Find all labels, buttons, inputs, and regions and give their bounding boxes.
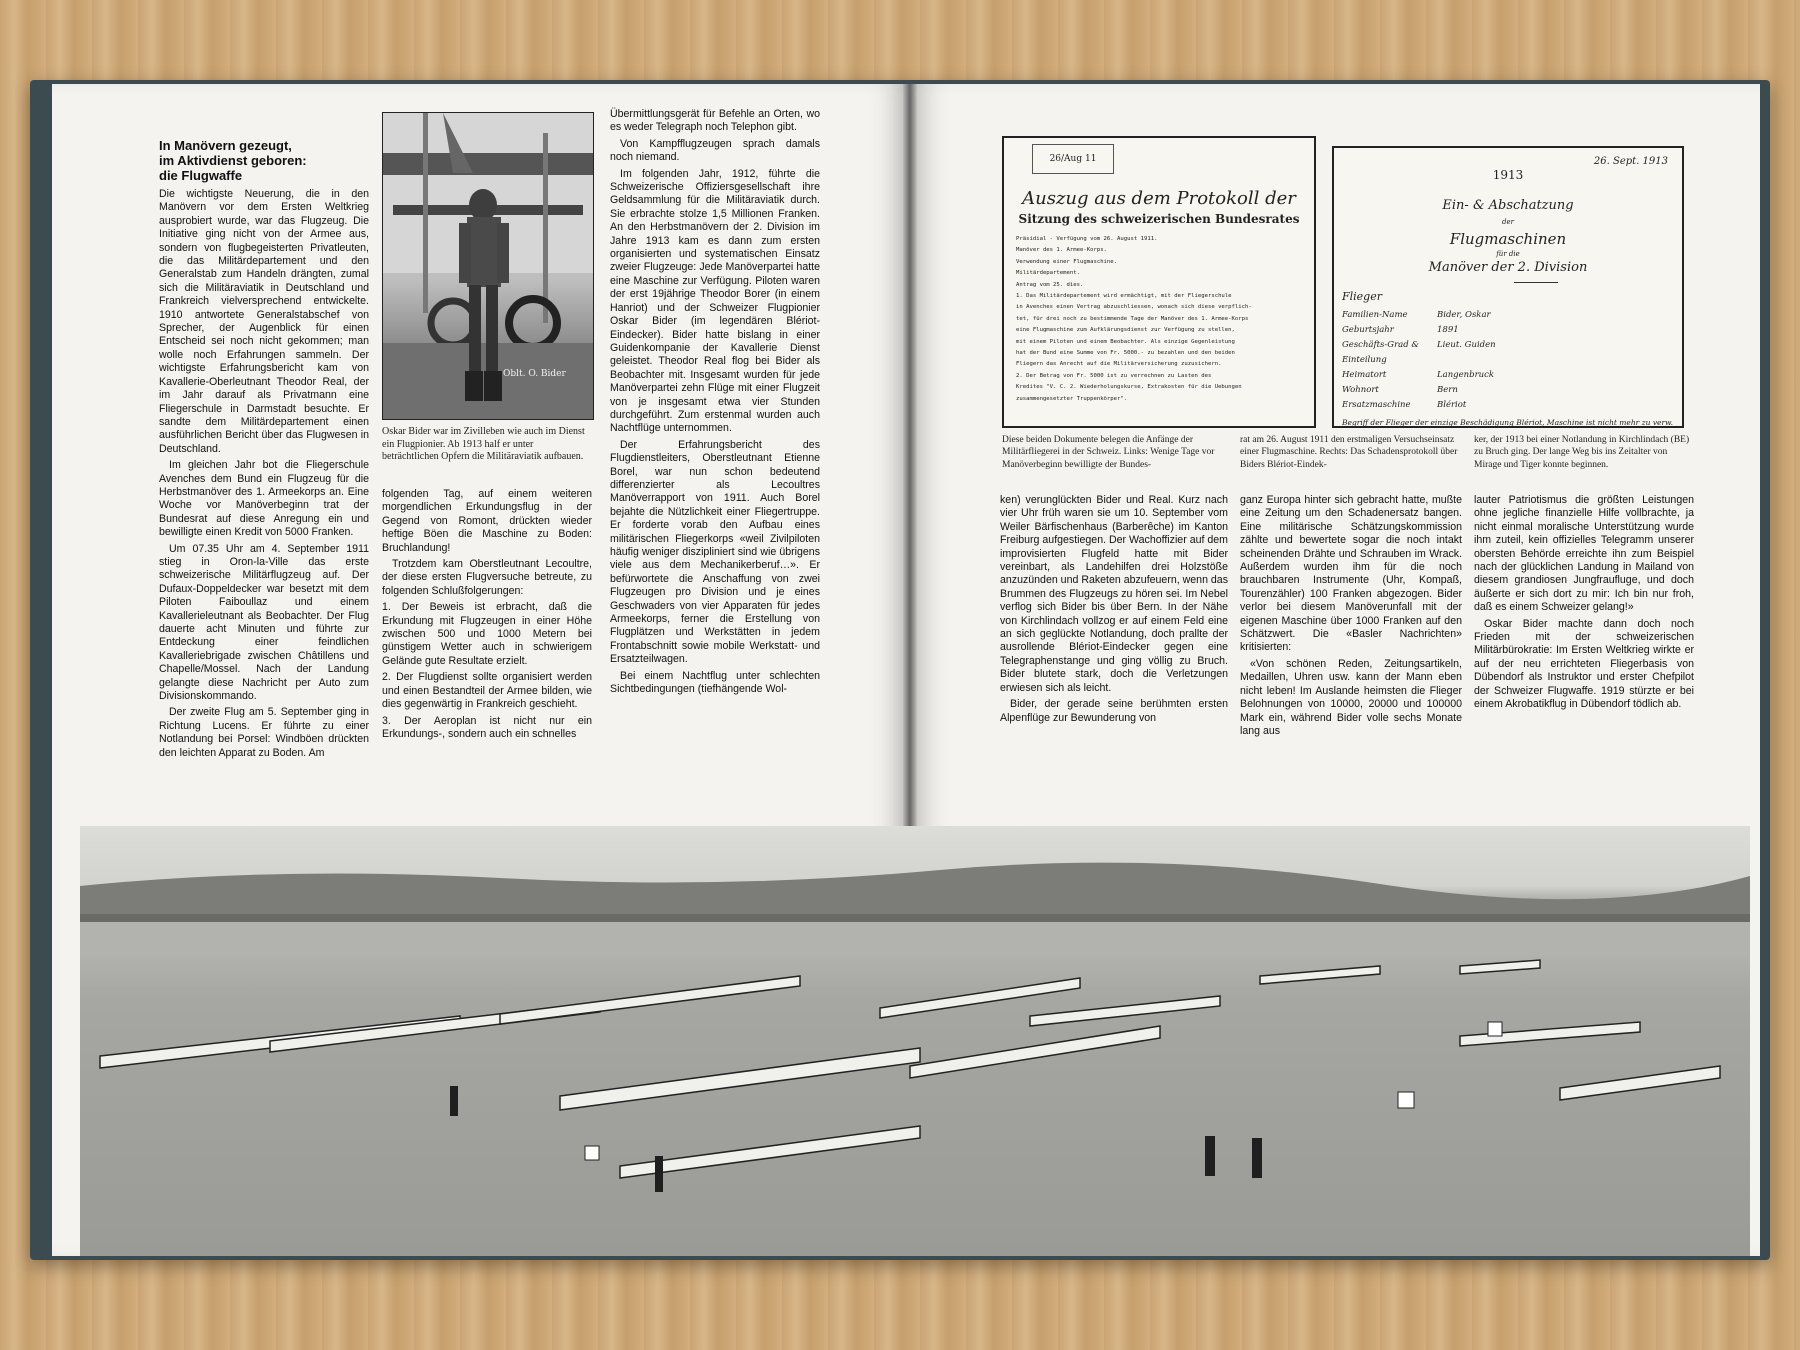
- protokoll-line: mit einem Piloten und einem Beobachter. Als einzige Gegenleistung: [1016, 338, 1235, 345]
- paragraph: Der zweite Flug am 5. September ging in Richtung Lucens. Er führte zu einer Notlandung bei Porsel: Windböen drückten den leichten Apparat zu Boden. Am: [159, 706, 369, 759]
- abschatzung-row: Geburtsjahr 1891: [1342, 325, 1459, 335]
- paragraph: Der Erfahrungsbericht des Flugdienstleiters, Oberstleutnant Etienne Borel, war nun schon bedeutend differenzierter als Lecoultres Manöverrapport von 1911. Auch Borel bejahte die Nützlichkeit einer Fliegertruppe. Er forderte vorab den Aufbau eines militärischen Fliegerkorps «weil Zivilpiloten häufig weniger diszipliniert sind wie übrigens viele aus dem Mechanikerberuf…». Er befürwortete die Anschaffung von zwei Flugzeugen pro Division und je eines Geschwaders von vier Apparaten für jedes Armeekorps, ferner die Erstellung von Flugplätzen und Werkstätten in jedem Frontabschnitt sowie mobile Werkstatt- und Ersatzteilwagen.: [610, 438, 820, 666]
- right-column-2: [1240, 494, 1462, 741]
- protokoll-line: Manöver des 1. Armee-Korps.: [1016, 247, 1107, 254]
- paragraph: Bei einem Nachtflug unter schlechten Sichtbedingungen (tiefhängende Wol-: [610, 669, 820, 696]
- headline-line-3: die Flugwaffe: [159, 168, 243, 183]
- photo-oskar-bider: [382, 112, 594, 420]
- abschatzung-row: Heimatort Langenbruck: [1342, 370, 1495, 380]
- paragraph: ganz Europa hinter sich gebracht hatte, mußte eine Zeitung um den Schadenersatz bangen. Eine militärische Schätzungskommission zählte und bewertete sogar die noch intakt scheinenden Drähte und Schrauben im Wrack. Außerdem wurden ihm für die noch brauchbaren Instrumente (Uhr, Kompaß, Tourenzähler) 100 Franken abgezogen. Bider verlor bei diesem Manöverunfall mit der eigenen Maschine über 1000 Franken auf den Schätzwert. Die «Basler Nachrichten» kritisierten:: [1240, 494, 1462, 654]
- photo-caption: Oskar Bider war im Zivilleben wie auch im Dienst ein Flugpionier. Ab 1913 half er unter beträchtlichen Opfern die Militäraviatik aufbauen.: [382, 426, 585, 462]
- paragraph: ken) verunglückten Bider und Real. Kurz nach vier Uhr früh waren sie um 10. September vom Weiler Bärfischenhaus (Barberêche) im Kanton Freiburg aufgestiegen. Der Wachoffizier auf dem improvisierten Flugfeld hatte mit Bider vereinbart, als Landehilfen drei Holzstöße anzuzünden und Raketen abzufeuern, wenn das Brummen des Flugzeugs zu hören sei. Im Nebel verflog sich Bider bis über Bern. In der Nähe von Kirchlindach vollzog er auf einem Feld eine an sich geglückte Notlandung, doch prallte der ausrollende Blériot-Eindecker gegen eine Telegraphenstange und ging völlig zu Bruch. Bider blutete stark, doch die Verletzungen erwiesen sich als leicht.: [1000, 494, 1228, 694]
- paragraph: Bider, der gerade seine berühmten ersten Alpenflüge zur Bewunderung von: [1000, 698, 1228, 724]
- list-item: 2. Der Flugdienst sollte organisiert werden und einen Bestandteil der Armee bilden, wie dies gegenwärtig in Frankreich geschieht.: [382, 671, 592, 711]
- documents-caption-1: Diese beiden Dokumente belegen die Anfänge der Militärfliegerei in der Schweiz. Links: Wenige Tage vor Manöverbeginn bewilligte der Bundes-: [1002, 435, 1215, 470]
- protokoll-body: [1016, 234, 1302, 405]
- abschatzung-rows: [1342, 308, 1674, 428]
- left-column-2: [382, 488, 592, 744]
- paragraph: Im folgenden Jahr, 1912, führte die Schweizerische Offiziersgesellschaft ihre Geldsammlung für die Militäraviatik durch. Sie erbrachte stolze 1,5 Millionen Franken. An den Herbstmanövern der 2. Division im Jahre 1913 kam es dann zum ersten organisierten und systematischen Einsatz zweier Flugzeuge: Jede Manöverpartei hatte eine Maschine zur Verfügung. Piloten waren der erst 19jährige Theodor Borer (in einem Hanriot) und der Schweizer Flugpionier Oskar Bider (im legendären Blériot-Eindecker). Bider hatte bislang in einer Guidenkompanie der Kavallerie Dienst geleistet. Theodor Real flog bei Bider als Beobachter mit. Insgesamt wurden für jede Manöverpartei zehn Flüge mit einer Flugzeit von je insgesamt etwa vier Stunden durchgeführt. Zum erstenmal wurden auch Nachtflüge unternommen.: [610, 167, 820, 435]
- date-note: 26. Sept. 1913: [1593, 156, 1668, 167]
- protokoll-line: Militärdepartement.: [1016, 270, 1080, 277]
- protokoll-line: hat der Bund eine Summe von Fr. 5000.- zu bezahlen und den beiden: [1016, 350, 1235, 357]
- paragraph: folgenden Tag, auf einem weiteren morgendlichen Erkundungsflug in der Gegend von Romont, drückten wieder heftige Böen die Maschine zu Boden: Bruchlandung!: [382, 488, 592, 554]
- doc-title-4: für die: [1496, 250, 1520, 258]
- paragraph: Von Kampfflugzeugen sprach damals noch niemand.: [610, 137, 820, 164]
- abschatzung-row: Familien-Name Bider, Oskar: [1342, 310, 1491, 320]
- documents-caption-3: ker, der 1913 bei einer Notlandung in Kirchlindach (BE) zu Bruch ging. Der lange Weg bis ins Zeitalter von Mirage und Tiger konnte beginnen.: [1474, 435, 1690, 470]
- article-headline: [159, 138, 369, 183]
- doc-title-3: Flugmaschinen: [1449, 230, 1567, 248]
- documents-caption-2: rat am 26. August 1911 den erstmaligen Versuchseinsatz einer Flugmaschine. Rechts: Das Schadensprotokoll über Biders Blériot-Eindek-: [1240, 435, 1458, 470]
- doc-year: 1913: [1492, 168, 1524, 182]
- right-column-1: [1000, 494, 1228, 728]
- paragraph: Um 07.35 Uhr am 4. September 1911 stieg in Oron-la-Ville das erste schweizerische Militärflugzeug auf. Der Dufaux-Doppeldecker war besetzt mit dem Piloten Faiboullaz und einem Kavallerieleutnant als Beobachter. Der Flug dauerte acht Minuten und führte zur Entdeckung einer feindlichen Kavalleriebrigade zwischen Châtillens und Chapelle/Mossel. Nach der Landung gelangte diese Nachricht per Auto zum Divisionskommando.: [159, 542, 369, 703]
- airfield-panorama-photo: [80, 826, 1750, 1256]
- document-protokoll: [1002, 136, 1316, 428]
- paragraph: Trotzdem kam Oberstleutnant Lecoultre, der diese ersten Flugversuche betreute, zu folgenden Schlußfolgerungen:: [382, 558, 592, 597]
- paragraph: Oskar Bider machte dann doch noch Frieden mit der schweizerischen Militärbürokratie: Im Ersten Weltkrieg wirkte er auf der neu errichteten Fliegerbasis von Dübendorf als Instruktor und erster Chefpilot der Schweizer Flugwaffe. 1919 stürzte er bei einem Akrobatikflug in Dübendorf tödlich ab.: [1474, 617, 1694, 711]
- headline-line-2: im Aktivdienst geboren:: [159, 153, 307, 168]
- protokoll-line: Verwendung einer Flugmaschine.: [1016, 258, 1118, 265]
- protokoll-subtitle: Sitzung des schweizerischen Bundesrates: [1018, 212, 1300, 226]
- protokoll-line: tet, für drei noch zu bestimmende Tage der Manöver des 1. Armee-Korps: [1016, 315, 1249, 322]
- paragraph: Die wichtigste Neuerung, die in den Manövern vor dem Ersten Weltkrieg ausprobiert wurde, war das Flugzeug. Die Initiative ging nicht von der Armee aus, sondern von flugbegeisterten Privatleuten, die das Militärdepartement und den Generalstab zum Handeln drängten, zumal sich die Militäraviatik in Deutschland und Frankreich vielversprechend entwickelte. 1910 antwortete Generalstabschef von Sprecher, der Augenblick für einen Entscheid sei noch nicht gekommen; man wolle noch Erfahrungen sammeln. Der wichtigste Erfahrungsbericht kam von Kavallerie-Oberleutnant Theodor Real, der im Jahr darauf als Privatmann eine Fliegerschule in Darmstadt besuchte. Er sandte dem Militärdepartement einen ausführlichen Bericht über das Flugwesen in Deutschland.: [159, 188, 369, 455]
- protokoll-line: in Avenches einen Vertrag abzuschliessen, wonach sich diese verpflich-: [1016, 304, 1252, 311]
- abschatzung-row: Wohnort Bern: [1342, 385, 1458, 395]
- protokoll-line: Fliegern das Anrecht auf die Militärversicherung zuzusichern.: [1016, 361, 1222, 368]
- divider: [1514, 282, 1558, 283]
- paragraph: «Von schönen Reden, Zeitungsartikeln, Medaillen, Uhren usw. kann der Mann eben nicht leben! Im Auslande heimsten die Flieger Belohnungen von 10000, 20000 und 100000 Mark ein, während Bider volle sechs Monate lang aus: [1240, 657, 1462, 737]
- left-column-1: [159, 138, 369, 763]
- abschatzung-row: Ersatzmaschine Blériot: [1342, 400, 1467, 410]
- left-column-3: [610, 108, 820, 699]
- stamp: 26/Aug 11: [1032, 144, 1114, 174]
- abschatzung-footer: Begriff der Flieger der einzige Beschädigung Blériot, Maschine ist nicht mehr zu verw.: [1342, 418, 1673, 427]
- document-abschatzung: [1332, 146, 1684, 428]
- protokoll-line: eine Flugmaschine zum Aufklärungsdienst zur Verfügung zu stellen,: [1016, 327, 1235, 334]
- doc-title-2: der: [1502, 218, 1514, 226]
- list-item: 1. Der Beweis ist erbracht, daß die Erkundung mit Flugzeugen in einer Höhe zwischen 500 und 1000 Metern bei günstigem Wetter auch in schwierigem Gelände gute Resultate erzielt.: [382, 601, 592, 667]
- right-column-3: [1474, 494, 1694, 715]
- paragraph: lauter Patriotismus die größten Leistungen ohne jegliche finanzielle Hilfe vollbrachte, ja nicht einmal moralische Unterstützung wurde ihm zuteil, kein offizielles Telegramm unserer obersten Behörde erreichte ihn zum Beispiel nach der glücklichen Landung in Mailand von diesem grandiosen Jungfraufluge, und doch äußerte er sich dort zu mir: Ich bin nur froh, daß es einem Schweizer gelang!»: [1474, 494, 1694, 614]
- abschatzung-row: Geschäfts-Grad & Einteilung Lieut. Guiden: [1342, 340, 1496, 365]
- paragraph: Im gleichen Jahr bot die Fliegerschule Avenches dem Bund ein Flugzeug für die Herbstmanöver des 1. Armeekorps an. Eine Woche vor Manöverbeginn trat der Bundesrat auf diese Anregung ein und bewilligte einen Kredit von 5000 Franken.: [159, 459, 369, 539]
- doc-title-5: Manöver der 2. Division: [1428, 260, 1588, 275]
- flieger-label: Flieger: [1342, 290, 1382, 303]
- paragraph: Übermittlungsgerät für Befehle an Orten, wo es weder Telegraph noch Telephon gibt.: [610, 108, 820, 134]
- protokoll-title: Auszug aus dem Protokoll der: [1022, 188, 1296, 209]
- protokoll-line: 2. Der Betrag von Fr. 5000 ist zu verrechnen zu Lasten des: [1016, 372, 1212, 379]
- list-item: 3. Der Aeroplan ist nicht nur ein Erkundungs-, sondern auch ein schnelles: [382, 714, 592, 740]
- protokoll-line: Antrag vom 25. dies.: [1016, 281, 1084, 288]
- protokoll-line: Präsidial - Verfügung vom 26. August 1911.: [1016, 236, 1158, 242]
- photo-inscription: Oblt. O. Bider: [503, 369, 566, 379]
- headline-line-1: In Manövern gezeugt,: [159, 138, 292, 153]
- doc-title-1: Ein- & Abschatzung: [1442, 198, 1574, 213]
- protokoll-line: zusammengesetzter Truppenkörper".: [1016, 395, 1128, 402]
- protokoll-line: 1. Das Militärdepartement wird ermächtigt, mit der Fliegerschule: [1016, 293, 1232, 300]
- protokoll-line: Kredites "V. C. 2. Wiederholungskurse, Extrakosten für die Uebungen: [1016, 384, 1242, 391]
